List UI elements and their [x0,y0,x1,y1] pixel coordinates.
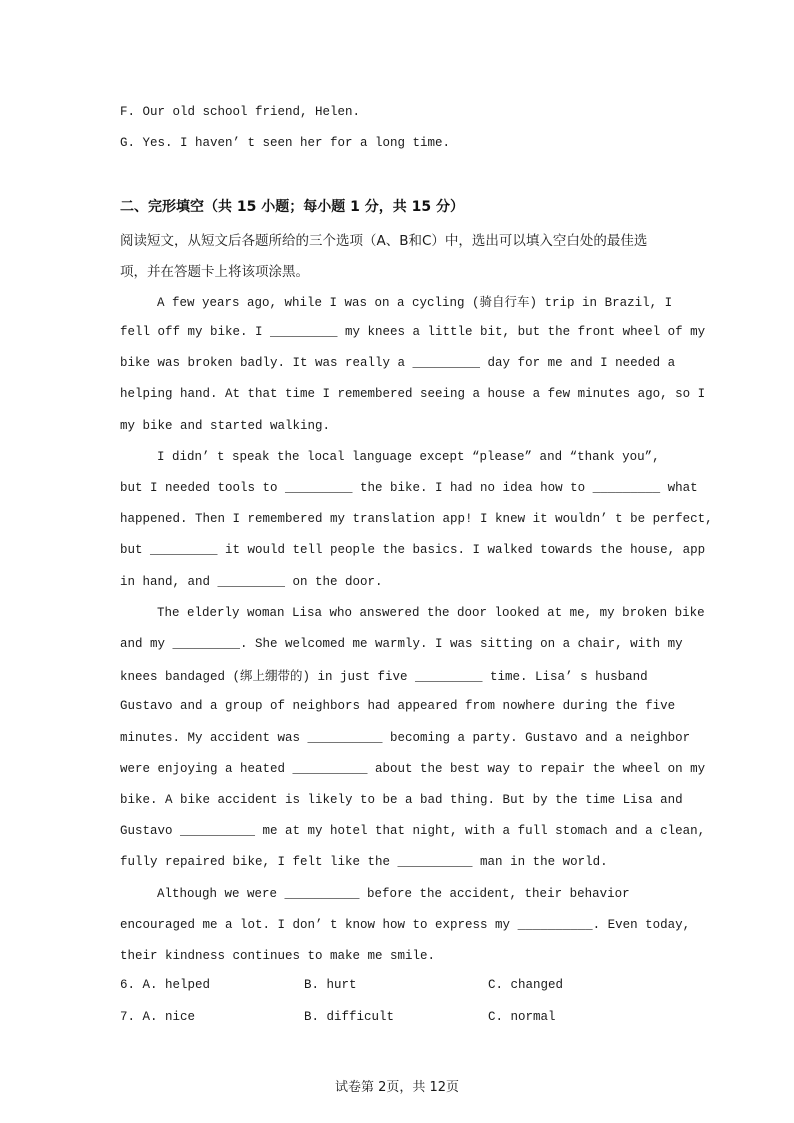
instruction-line-1: 阅读短文，从短文后各题所给的三个选项（A、B和C）中，选出可以填入空白处的最佳选 [120,233,648,249]
section-heading: 二、完形填空（共 15 小题；每小题 1 分，共 15 分） [120,199,464,215]
passage-line: but _________ it would tell people the basics. I walked towards the house, app [120,543,706,557]
passage-line: fell off my bike. I _________ my knees a little bit, but the front wheel of my [120,325,706,339]
passage-line: were enjoying a heated __________ about the best way to repair the wheel on my [120,762,706,776]
passage-line: in hand, and _________ on the door. [120,575,383,589]
passage-line: Gustavo and a group of neighbors had appeared from nowhere during the five [120,699,676,713]
option-g: G. Yes. I haven’ t seen her for a long time. [120,136,451,150]
question-6-option-a: 6. A. helped [120,978,211,992]
passage-line: Gustavo __________ me at my hotel that night, with a full stomach and a clean, [120,824,706,838]
passage-line: and my _________. She welcomed me warmly. I was sitting on a chair, with my [120,637,683,651]
question-7-option-a: 7. A. nice [120,1010,196,1024]
passage-line: bike. A bike accident is likely to be a bad thing. But by the time Lisa and [120,793,683,807]
question-6-option-c: C. changed [488,978,564,992]
passage-line: fully repaired bike, I felt like the __________ man in the world. [120,855,608,869]
question-6-option-b: B. hurt [304,978,357,992]
passage-line: bike was broken badly. It was really a _________ day for me and I needed a [120,356,676,370]
passage-line: happened. Then I remembered my translation app! I knew it wouldn’ t be perfect, [120,512,713,526]
passage-line: The elderly woman Lisa who answered the door looked at me, my broken bike [157,606,705,620]
passage-line: knees bandaged (绑上绷带的) in just five _________ time. Lisa’ s husband [120,670,648,684]
passage-line: encouraged me a lot. I don’ t know how to express my __________. Even today, [120,918,691,932]
passage-line: I didn’ t speak the local language except “please” and “thank you”, [157,450,660,464]
instruction-line-2: 项，并在答题卡上将该项涂黑。 [120,264,309,280]
option-f: F. Our old school friend, Helen. [120,105,361,119]
question-7-option-b: B. difficult [304,1010,395,1024]
passage-line: helping hand. At that time I remembered seeing a house a few minutes ago, so I [120,387,706,401]
passage-line: Although we were __________ before the accident, their behavior [157,887,630,901]
passage-line: A few years ago, while I was on a cycling (骑自行车) trip in Brazil, I [157,296,673,310]
passage-line: but I needed tools to _________ the bike. I had no idea how to _________ what [120,481,698,495]
passage-line: their kindness continues to make me smile. [120,949,436,963]
passage-line: minutes. My accident was __________ becoming a party. Gustavo and a neighbor [120,731,691,745]
page-footer: 试卷第 2页，共 12页 [334,1080,460,1095]
question-7-option-c: C. normal [488,1010,556,1024]
passage-line: my bike and started walking. [120,419,331,433]
